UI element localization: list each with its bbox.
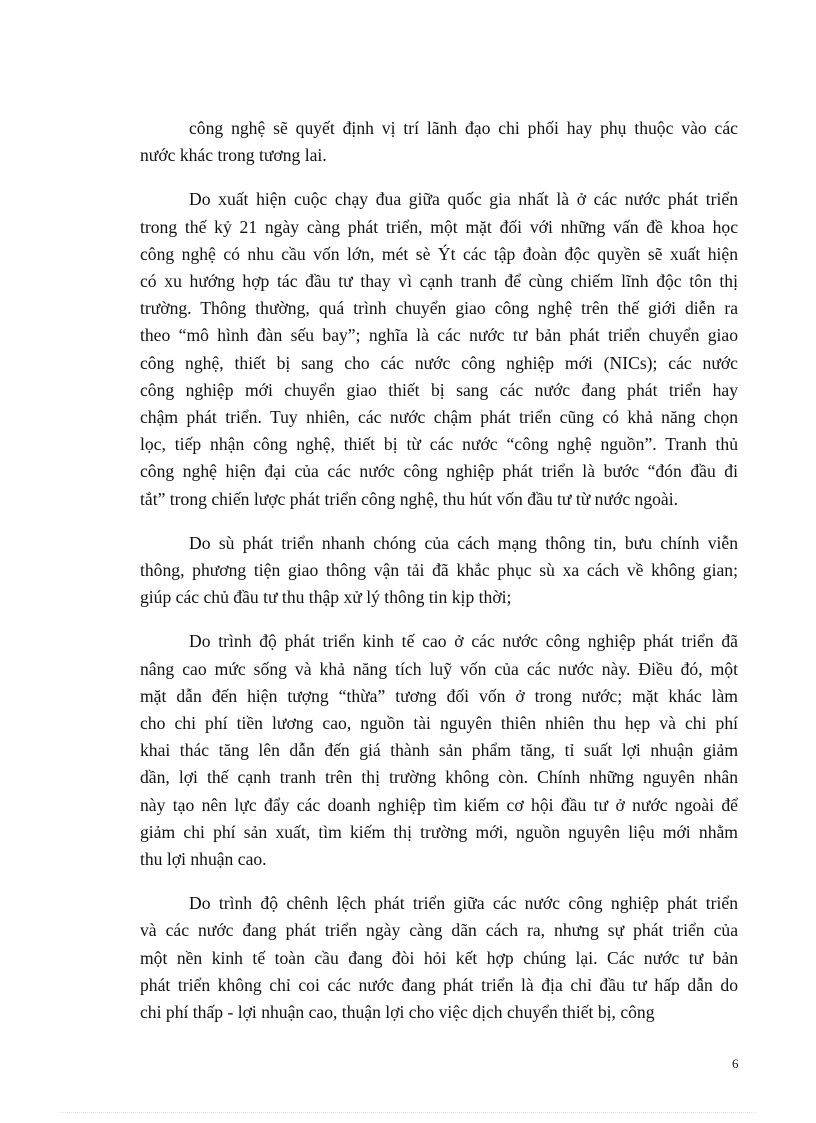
paragraph-line: công nghệ, thiết bị sang cho các nước công nghiệp mới (NICs); các nước — [140, 352, 738, 373]
paragraph-line: phát triển không chỉ coi các nước đang phát triển là địa chỉ đầu tư hấp dẫn do — [140, 974, 738, 995]
paragraph-line: một nền kinh tế toàn cầu đang đòi hỏi kết hợp chúng lại. Các nước tư bản — [140, 947, 738, 968]
paragraph-gap — [140, 873, 738, 890]
paragraph-line: có xu hướng hợp tác đầu tư thay vì cạnh tranh để cùng chiếm lĩnh độc tôn thị — [140, 271, 738, 292]
paragraph-line: tắt” trong chiến lược phát triển công nghệ, thu hút vốn đầu tư từ nước ngoài. — [140, 488, 679, 509]
paragraph-line: dần, lợi thế cạnh tranh trên thị trường không còn. Chính những nguyên nhân — [140, 767, 738, 788]
paragraph-line: khai thác tăng lên dẫn đến giá thành sản phẩm tăng, tỉ suất lợi nhuận giảm — [140, 740, 738, 761]
paragraph-line: mặt dẫn đến hiện tượng “thừa” tương đối vốn ở trong nước; mặt khác làm — [140, 685, 738, 706]
paragraph — [140, 115, 738, 169]
paragraph-line: chậm phát triển. Tuy nhiên, các nước chậm phát triển cũng có khả năng chọn — [140, 407, 738, 428]
paragraph-line: nước khác trong tương lai. — [140, 145, 327, 166]
paragraph-line: giảm chi phí sản xuất, tìm kiếm thị trường mới, nguồn nguyên liệu mới nhằm — [140, 821, 738, 842]
paragraph-line: thông, phương tiện giao thông vận tải đã khắc phục sù xa cách về không gian; — [140, 560, 738, 581]
paragraph-line: nâng cao mức sống và khả năng tích luỹ vốn của các nước này. Điều đó, một — [140, 658, 738, 679]
paragraph-line: Do xuất hiện cuộc chạy đua giữa quốc gia nhất là ở các nước phát triển — [189, 189, 738, 210]
paragraph-line: chi phí thấp - lợi nhuận cao, thuận lợi cho việc dịch chuyển thiết bị, công — [140, 1002, 655, 1023]
page-bottom-divider — [60, 1112, 756, 1113]
paragraph-line: Do sù phát triển nhanh chóng của cách mạng thông tin, bưu chính viễn — [189, 532, 738, 553]
paragraph — [140, 530, 738, 612]
paragraph — [140, 186, 738, 512]
paragraph-gap — [140, 513, 738, 530]
paragraph-gap — [140, 611, 738, 628]
page-number: 6 — [732, 1056, 739, 1071]
paragraph-line: lọc, tiếp nhận công nghệ, thiết bị từ các nước “công nghệ nguồn”. Tranh thủ — [140, 434, 738, 455]
paragraph-line: trường. Thông thường, quá trình chuyển giao công nghệ trên thế giới diễn ra — [140, 298, 738, 319]
paragraph — [140, 628, 738, 873]
paragraph-line: và các nước đang phát triển ngày càng dãn cách ra, nhưng sự phát triển của — [140, 920, 738, 941]
page-body — [140, 115, 738, 1026]
paragraph-line: thu lợi nhuận cao. — [140, 849, 267, 870]
paragraph-line: công nghệ sẽ quyết định vị trí lãnh đạo chi phối hay phụ thuộc vào các — [189, 118, 738, 138]
paragraph-line: công nghệ hiện đại của các nước công nghiệp phát triển là bước “đón đầu đi — [140, 461, 738, 482]
paragraph-gap — [140, 169, 738, 186]
paragraph-line: giúp các chủ đầu tư thu thập xử lý thông tin kịp thời; — [140, 587, 512, 608]
paragraph-line: công nghiệp mới chuyển giao thiết bị sang các nước đang phát triển hay — [140, 379, 738, 400]
paragraph-line: trong thế kỷ 21 ngày càng phát triển, một mặt đối với những vấn đề khoa học — [140, 216, 738, 237]
paragraph-line: này tạo nên lực đẩy các doanh nghiệp tìm kiếm cơ hội đầu tư ở nước ngoài để — [140, 794, 738, 815]
paragraph-line: Do trình độ phát triển kinh tế cao ở các nước công nghiệp phát triển đã — [189, 631, 738, 652]
paragraph-line: Do trình độ chênh lệch phát triển giữa các nước công nghiệp phát triển — [189, 893, 738, 914]
paragraph-line: theo “mô hình đàn sếu bay”; nghĩa là các nước tư bản phát triển chuyển giao — [140, 325, 738, 346]
paragraph-line: công nghệ có nhu cầu vốn lớn, mét sè Ýt các tập đoàn độc quyền sẽ xuất hiện — [140, 243, 738, 264]
paragraph-line: cho chi phí tiền lương cao, nguồn tài nguyên thiên nhiên thu hẹp và chi phí — [140, 713, 738, 734]
paragraph — [140, 890, 738, 1026]
